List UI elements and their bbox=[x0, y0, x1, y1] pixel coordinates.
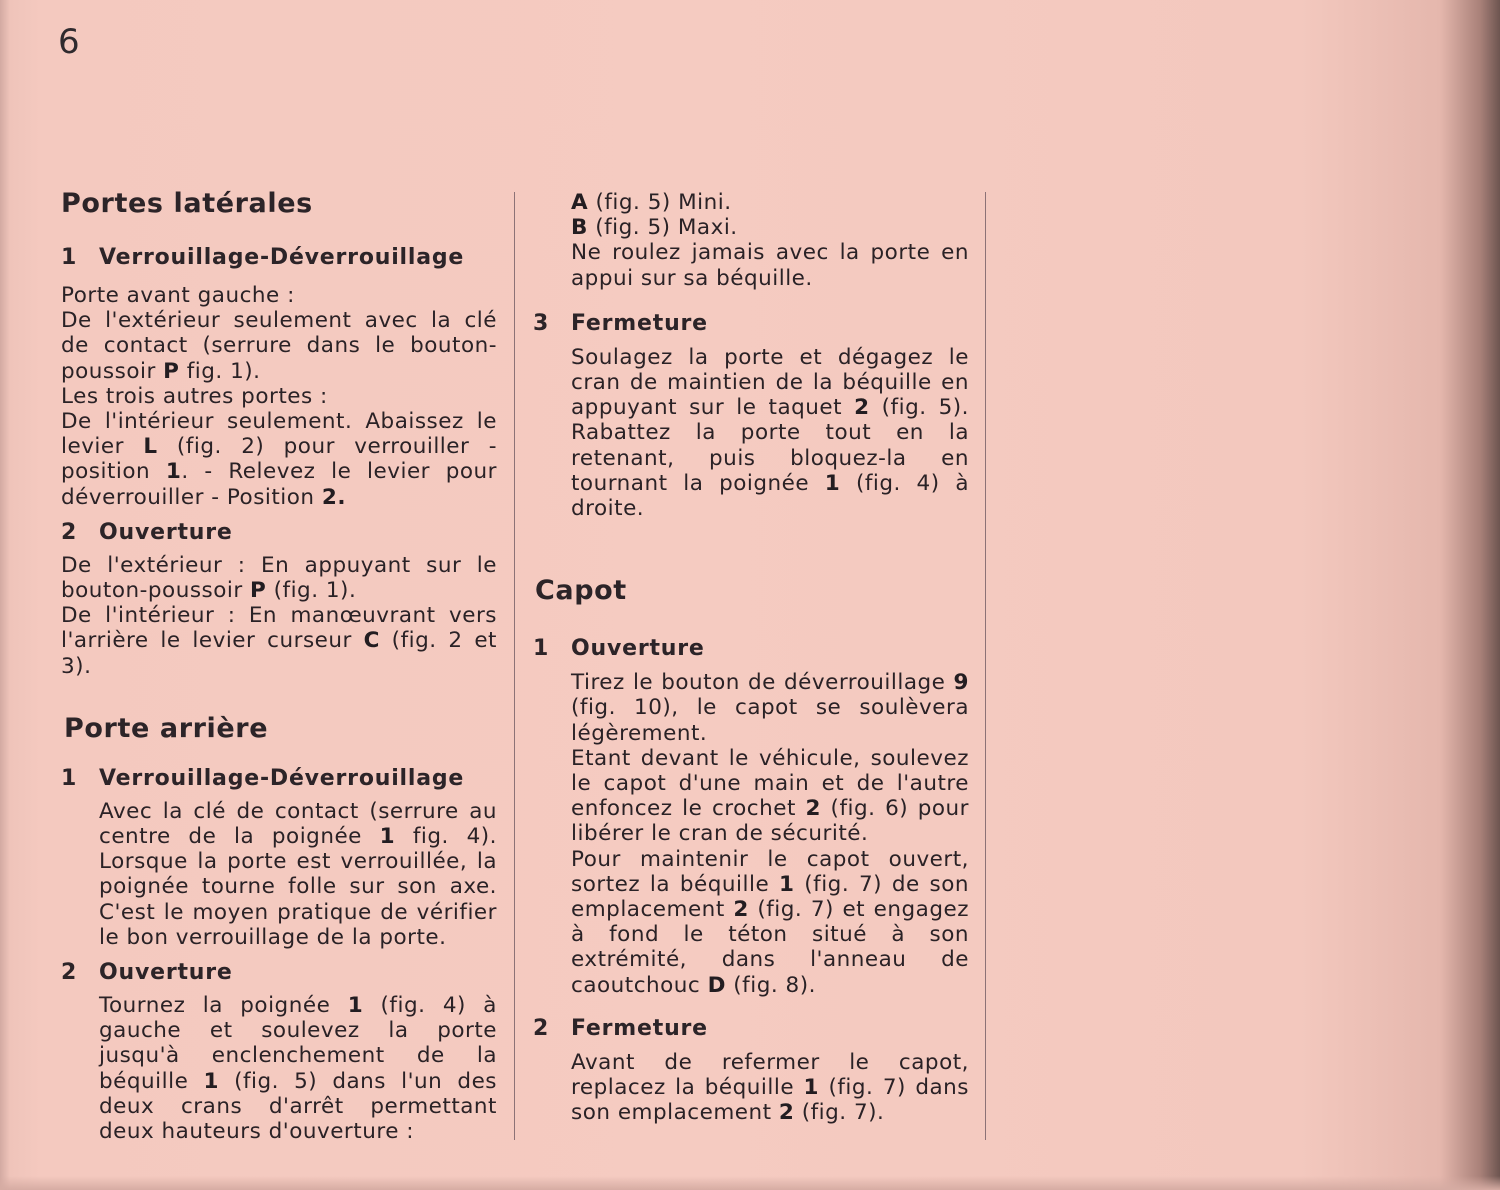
paragraph: Tirez le bouton de déverrouillage 9 (fig. 10), le capot se soulèvera légèrement. bbox=[571, 670, 969, 746]
paragraph: Soulagez la porte et dégagez le cran de maintien de la béquille en appuyant sur le taquet 2 (fig. 5). Rabattez la porte tout en la retenant, puis bloquez-la en tournant la poignée 1 (fig. 4) à droite. bbox=[571, 344, 970, 522]
paragraph: De l'extérieur : En appuyant sur le bouton-poussoir P (fig. 1). bbox=[61, 552, 497, 604]
paragraph: De l'extérieur seulement avec la clé de contact (serrure dans le bouton-poussoir P fig. 1). bbox=[61, 308, 497, 384]
paragraph: A (fig. 5) Mini. bbox=[571, 190, 732, 215]
section-title-porte-arriere: Porte arrière bbox=[64, 712, 269, 744]
subheading-ouverture-arriere bbox=[61, 960, 497, 985]
paragraph: Porte avant gauche : bbox=[61, 283, 295, 308]
subheading-fermeture-arriere bbox=[533, 311, 969, 336]
subheading-title: Verrouillage-Déverrouillage bbox=[99, 245, 465, 270]
paragraph: Les trois autres portes : bbox=[61, 383, 328, 409]
subheading-fermeture-capot bbox=[533, 1016, 969, 1041]
subheading-ouverture-capot bbox=[533, 636, 969, 661]
section-title-portes-laterales: Portes latérales bbox=[61, 188, 313, 219]
left-column bbox=[61, 188, 497, 1144]
subheading-ouverture bbox=[61, 520, 497, 545]
subheading-title: Ouverture bbox=[99, 960, 233, 986]
subheading-number: 2 bbox=[61, 960, 78, 986]
subheading-number: 1 bbox=[61, 245, 78, 270]
subheading-title: Ouverture bbox=[99, 519, 233, 545]
paragraph: Etant devant le véhicule, soulevez le capot d'une main et de l'autre enfoncez le crochet 2 (fig. 6) pour libérer le cran de sécurité. bbox=[571, 745, 969, 847]
paragraph: De l'intérieur : En manœuvrant vers l'arrière le levier curseur C (fig. 2 et 3). bbox=[61, 603, 497, 679]
subheading-verrouillage-arriere bbox=[61, 766, 497, 791]
paragraph: Ne roulez jamais avec la porte en appui sur sa béquille. bbox=[571, 240, 969, 291]
paragraph: De l'intérieur seulement. Abaissez le levier L (fig. 2) pour verrouiller - position 1. - Relevez le levier pour déverrouiller - Position 2. bbox=[61, 409, 497, 510]
subheading-number: 1 bbox=[61, 765, 78, 791]
subheading-title: Verrouillage-Déverrouillage bbox=[99, 765, 465, 791]
paragraph: Tournez la poignée 1 (fig. 4) à gauche et soulevez la porte jusqu'à enclenchement de la béquille 1 (fig. 5) dans l'un des deux crans d'arrêt permettant deux hauteurs d'ouverture : bbox=[99, 993, 497, 1145]
subheading-number: 2 bbox=[61, 519, 78, 545]
subheading-number: 1 bbox=[533, 636, 550, 662]
paragraph: Avant de refermer le capot, replacez la béquille 1 (fig. 7) dans son emplacement 2 (fig. 7). bbox=[571, 1049, 969, 1126]
paragraph: Avec la clé de contact (serrure au centre de la poignée 1 fig. 4). Lorsque la porte est verrouillée, la poignée tourne folle sur son axe. C'est le moyen pratique de vérifier le bon verrouillage de la porte. bbox=[99, 798, 497, 950]
subheading-title: Fermeture bbox=[571, 1015, 708, 1041]
page-number: 6 bbox=[58, 22, 81, 62]
section-title-capot: Capot bbox=[535, 575, 627, 607]
column-divider-left bbox=[514, 192, 515, 1140]
subheading-title: Fermeture bbox=[571, 310, 708, 336]
subheading-number: 3 bbox=[533, 310, 550, 336]
paragraph: B (fig. 5) Maxi. bbox=[571, 215, 738, 241]
right-column bbox=[533, 188, 969, 1125]
subheading-title: Ouverture bbox=[571, 636, 705, 662]
column-divider-right bbox=[985, 192, 986, 1140]
subheading-verrouillage bbox=[61, 245, 497, 270]
subheading-number: 2 bbox=[533, 1015, 550, 1041]
paragraph: Pour maintenir le capot ouvert, sortez la béquille 1 (fig. 7) de son emplacement 2 (fig. 7) et engagez à fond le téton situé à son extrémité, dans l'anneau de caoutchouc D (fig. 8). bbox=[571, 846, 970, 998]
